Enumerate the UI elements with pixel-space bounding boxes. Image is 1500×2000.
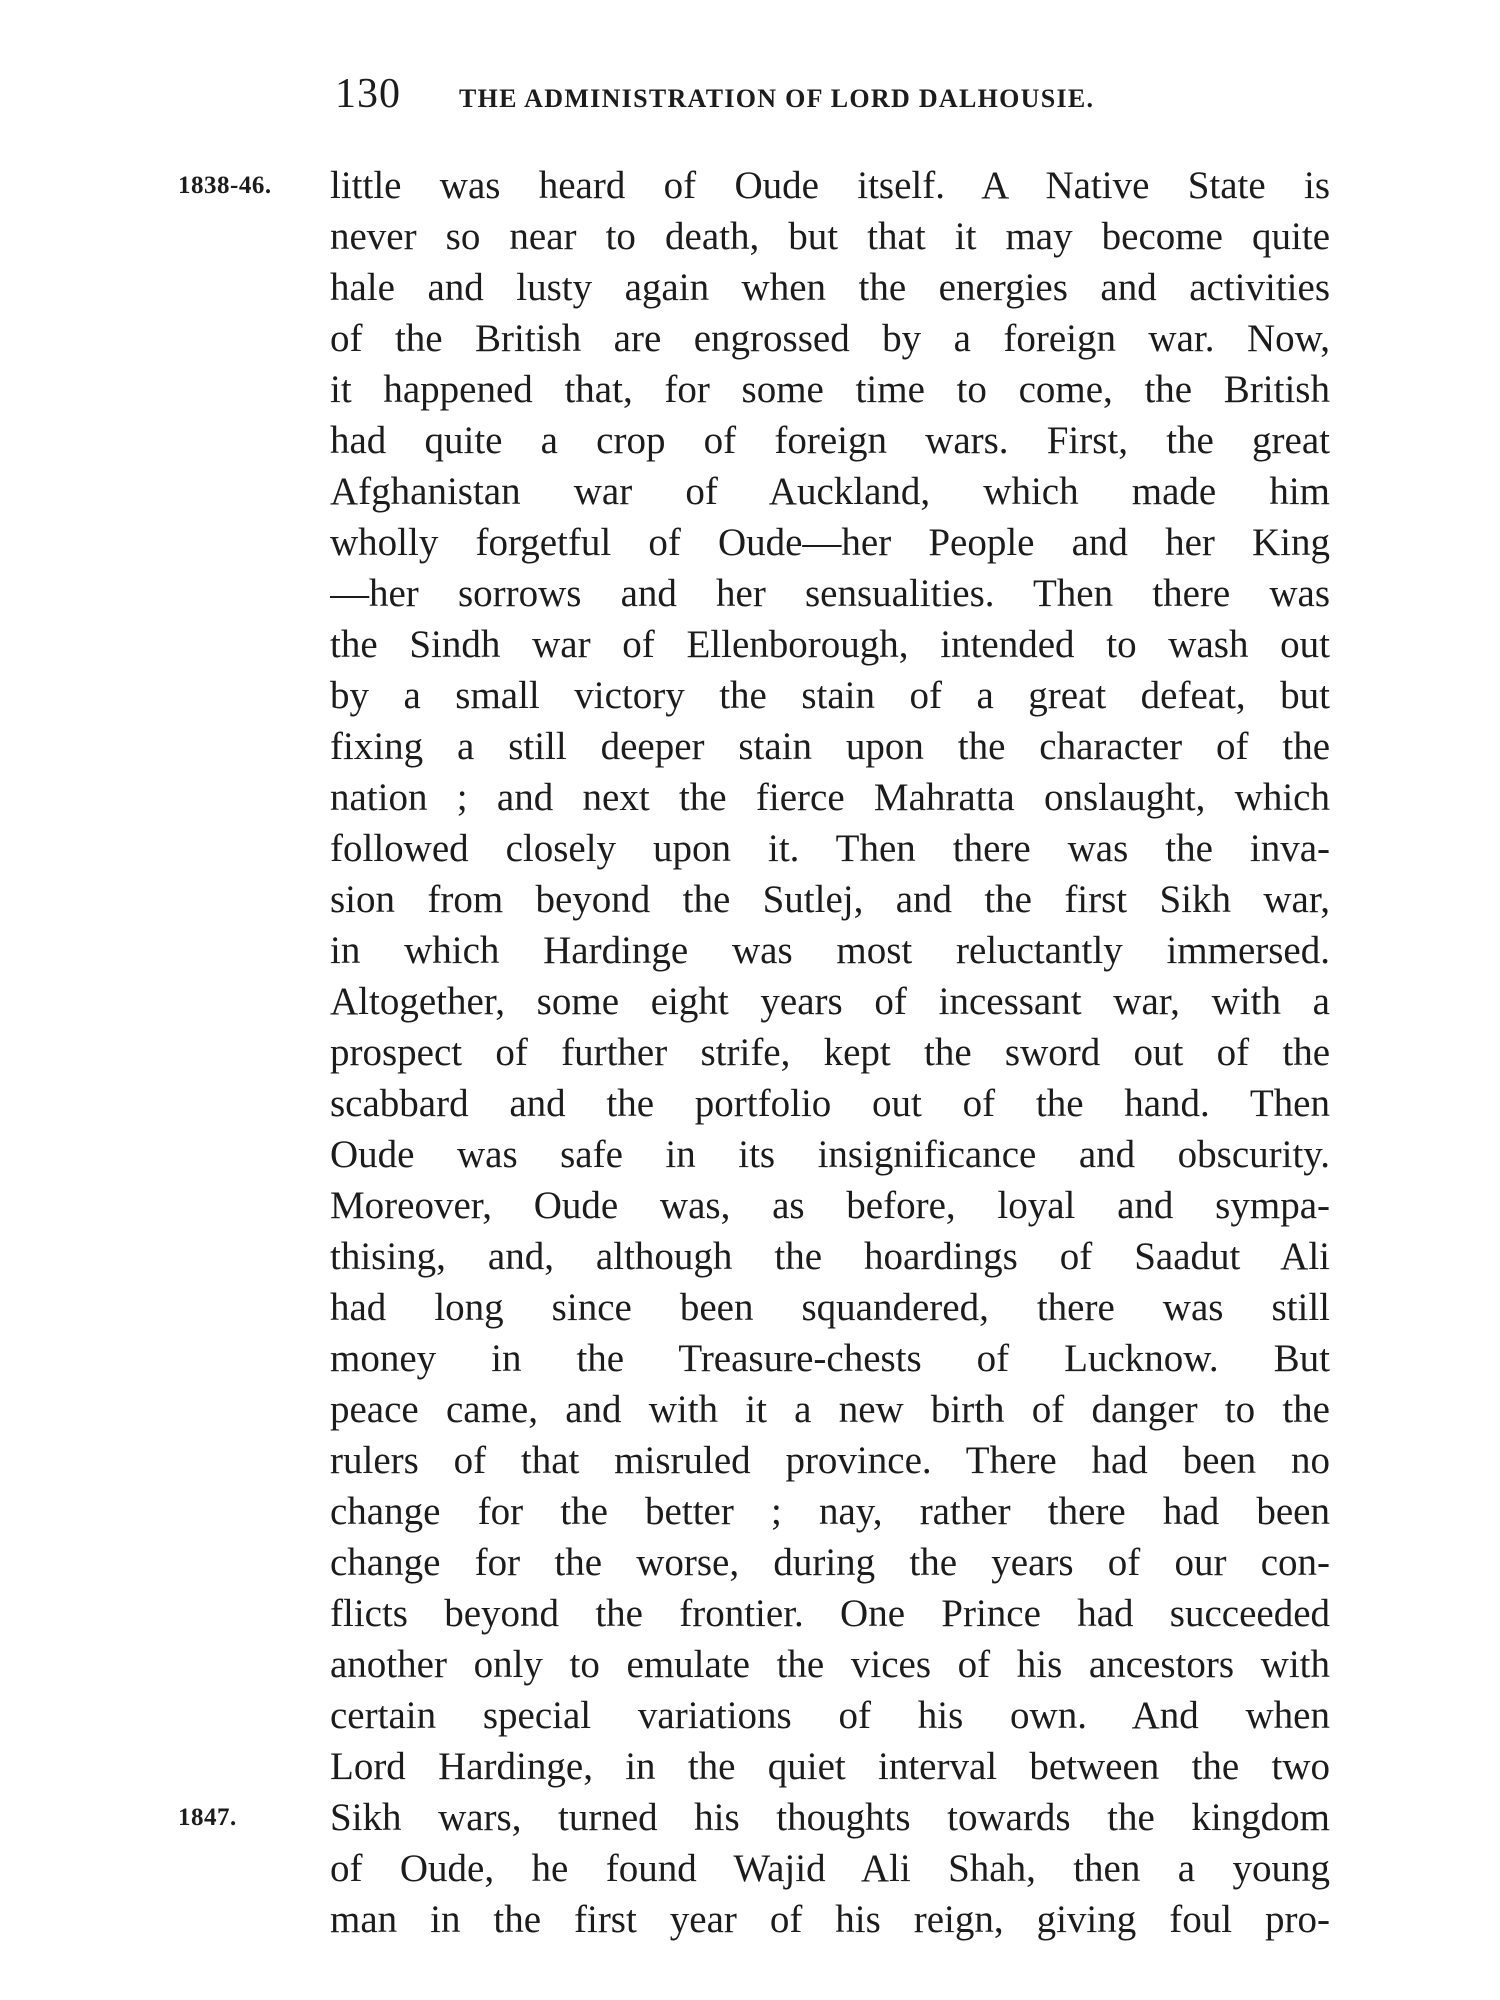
text-line: by a small victory the stain of a great defeat, but <box>330 674 1330 717</box>
text-line: prospect of further strife, kept the sword out of the <box>330 1031 1330 1074</box>
text-line: of Oude, he found Wajid Ali Shah, then a young <box>330 1847 1330 1890</box>
text-line: change for the worse, during the years of our con- <box>330 1541 1330 1584</box>
text-line: fixing a still deeper stain upon the character of the <box>330 725 1330 768</box>
text-line: had long since been squandered, there was still <box>330 1286 1330 1329</box>
text-line: certain special variations of his own. And when <box>330 1694 1330 1737</box>
text-line: peace came, and with it a new birth of danger to the <box>330 1388 1330 1431</box>
text-line: it happened that, for some time to come, the British <box>330 368 1330 411</box>
text-line: Altogether, some eight years of incessant war, with a <box>330 980 1330 1023</box>
text-line: change for the better ; nay, rather there had been <box>330 1490 1330 1533</box>
text-line: money in the Treasure-chests of Lucknow. But <box>330 1337 1330 1380</box>
text-line: man in the first year of his reign, giving foul pro- <box>330 1898 1330 1941</box>
body-text <box>330 160 1330 1945</box>
text-line: followed closely upon it. Then there was the inva- <box>330 827 1330 870</box>
text-line: never so near to death, but that it may become quite <box>330 215 1330 258</box>
text-line: had quite a crop of foreign wars. First, the great <box>330 419 1330 462</box>
running-title: THE ADMINISTRATION OF LORD DALHOUSIE. <box>459 84 1095 113</box>
text-line: another only to emulate the vices of his ancestors with <box>330 1643 1330 1686</box>
text-line: thising, and, although the hoardings of Saadut Ali <box>330 1235 1330 1278</box>
text-line: flicts beyond the frontier. One Prince had succeeded <box>330 1592 1330 1635</box>
text-line: the Sindh war of Ellenborough, intended to wash out <box>330 623 1330 666</box>
text-line: hale and lusty again when the energies and activities <box>330 266 1330 309</box>
text-line: rulers of that misruled province. There had been no <box>330 1439 1330 1482</box>
text-line: little was heard of Oude itself. A Native State is <box>330 164 1330 207</box>
text-line: sion from beyond the Sutlej, and the first Sikh war, <box>330 878 1330 921</box>
margin-date-1838-46: 1838-46. <box>178 172 272 199</box>
text-line: Moreover, Oude was, as before, loyal and sympa- <box>330 1184 1330 1227</box>
text-line: in which Hardinge was most reluctantly immersed. <box>330 929 1330 972</box>
text-line: —her sorrows and her sensualities. Then there was <box>330 572 1330 615</box>
text-line: Sikh wars, turned his thoughts towards the kingdom <box>330 1796 1330 1839</box>
text-line: Oude was safe in its insignificance and obscurity. <box>330 1133 1330 1176</box>
text-line: nation ; and next the fierce Mahratta onslaught, which <box>330 776 1330 819</box>
page-number: 130 <box>335 71 401 117</box>
running-head <box>335 70 1335 130</box>
text-line: scabbard and the portfolio out of the hand. Then <box>330 1082 1330 1125</box>
text-line: of the British are engrossed by a foreign war. Now, <box>330 317 1330 360</box>
text-line: Lord Hardinge, in the quiet interval between the two <box>330 1745 1330 1788</box>
text-line: Afghanistan war of Auckland, which made him <box>330 470 1330 513</box>
text-line: wholly forgetful of Oude—her People and her King <box>330 521 1330 564</box>
margin-date-1847: 1847. <box>178 1804 237 1831</box>
